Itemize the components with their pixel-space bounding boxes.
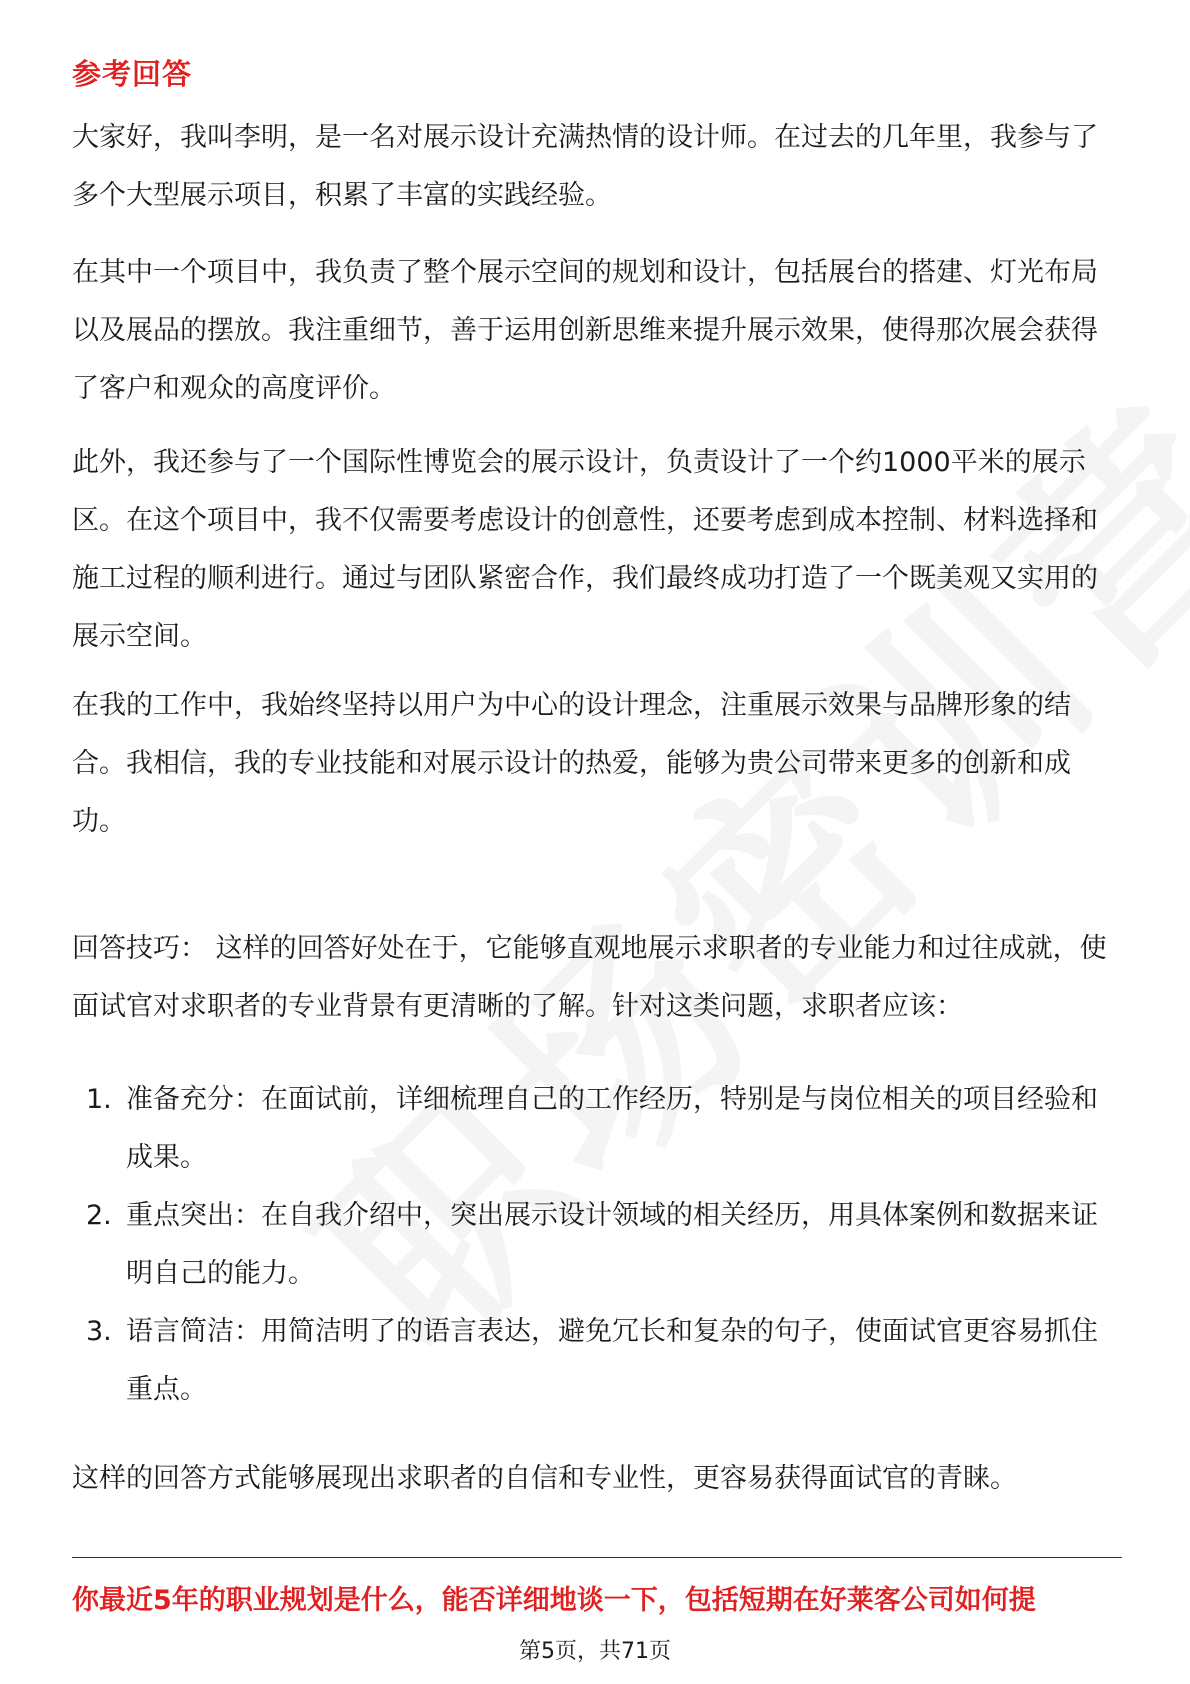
page-number: 第5页，共71页: [519, 1639, 671, 1664]
list-item-number: 2.: [86, 1200, 112, 1231]
tips-intro: 回答技巧： 这样的回答好处在于，它能够直观地展示求职者的专业能力和过往成就，使面试官对求职者的专业背景有更清晰的了解。针对这类问题，求职者应该：: [72, 933, 1107, 1022]
tips-list: [72, 1071, 1122, 1419]
answer-paragraph-3: 此外，我还参与了一个国际性博览会的展示设计，负责设计了一个约1000平米的展示区。在这个项目中，我不仅需要考虑设计的创意性，还要考虑到成本控制、材料选择和施工过程的顺利进行。通过与团队紧密合作，我们最终成功打造了一个既美观又实用的展示空间。: [72, 447, 1098, 652]
divider: [72, 1557, 1122, 1558]
list-item-text: 准备充分：在面试前，详细梳理自己的工作经历，特别是与岗位相关的项目经验和成果。: [126, 1084, 1098, 1173]
list-item: [72, 1303, 1122, 1419]
list-item-text: 语言简洁：用简洁明了的语言表达，避免冗长和复杂的句子，使面试官更容易抓住重点。: [126, 1316, 1098, 1405]
answer-paragraph-2: 在其中一个项目中，我负责了整个展示空间的规划和设计，包括展台的搭建、灯光布局以及展品的摆放。我注重细节，善于运用创新思维来提升展示效果，使得那次展会获得了客户和观众的高度评价。: [72, 257, 1098, 404]
list-item-number: 1.: [86, 1084, 112, 1115]
answer-paragraph-1: 大家好，我叫李明，是一名对展示设计充满热情的设计师。在过去的几年里，我参与了多个大型展示项目，积累了丰富的实践经验。: [72, 122, 1098, 211]
next-question-heading: 你最近5年的职业规划是什么，能否详细地谈一下，包括短期在好莱客公司如何提: [72, 1585, 1036, 1616]
list-item-number: 3.: [86, 1316, 112, 1347]
list-item-text: 重点突出：在自我介绍中，突出展示设计领域的相关经历，用具体案例和数据来证明自己的能力。: [126, 1200, 1098, 1289]
section-heading: 参考回答: [72, 57, 193, 91]
list-item: [72, 1071, 1122, 1187]
list-item: [72, 1187, 1122, 1303]
answer-paragraph-4: 在我的工作中，我始终坚持以用户为中心的设计理念，注重展示效果与品牌形象的结合。我相信，我的专业技能和对展示设计的热爱，能够为贵公司带来更多的创新和成功。: [72, 690, 1071, 837]
closing-paragraph: 这样的回答方式能够展现出求职者的自信和专业性，更容易获得面试官的青睐。: [72, 1463, 1017, 1494]
